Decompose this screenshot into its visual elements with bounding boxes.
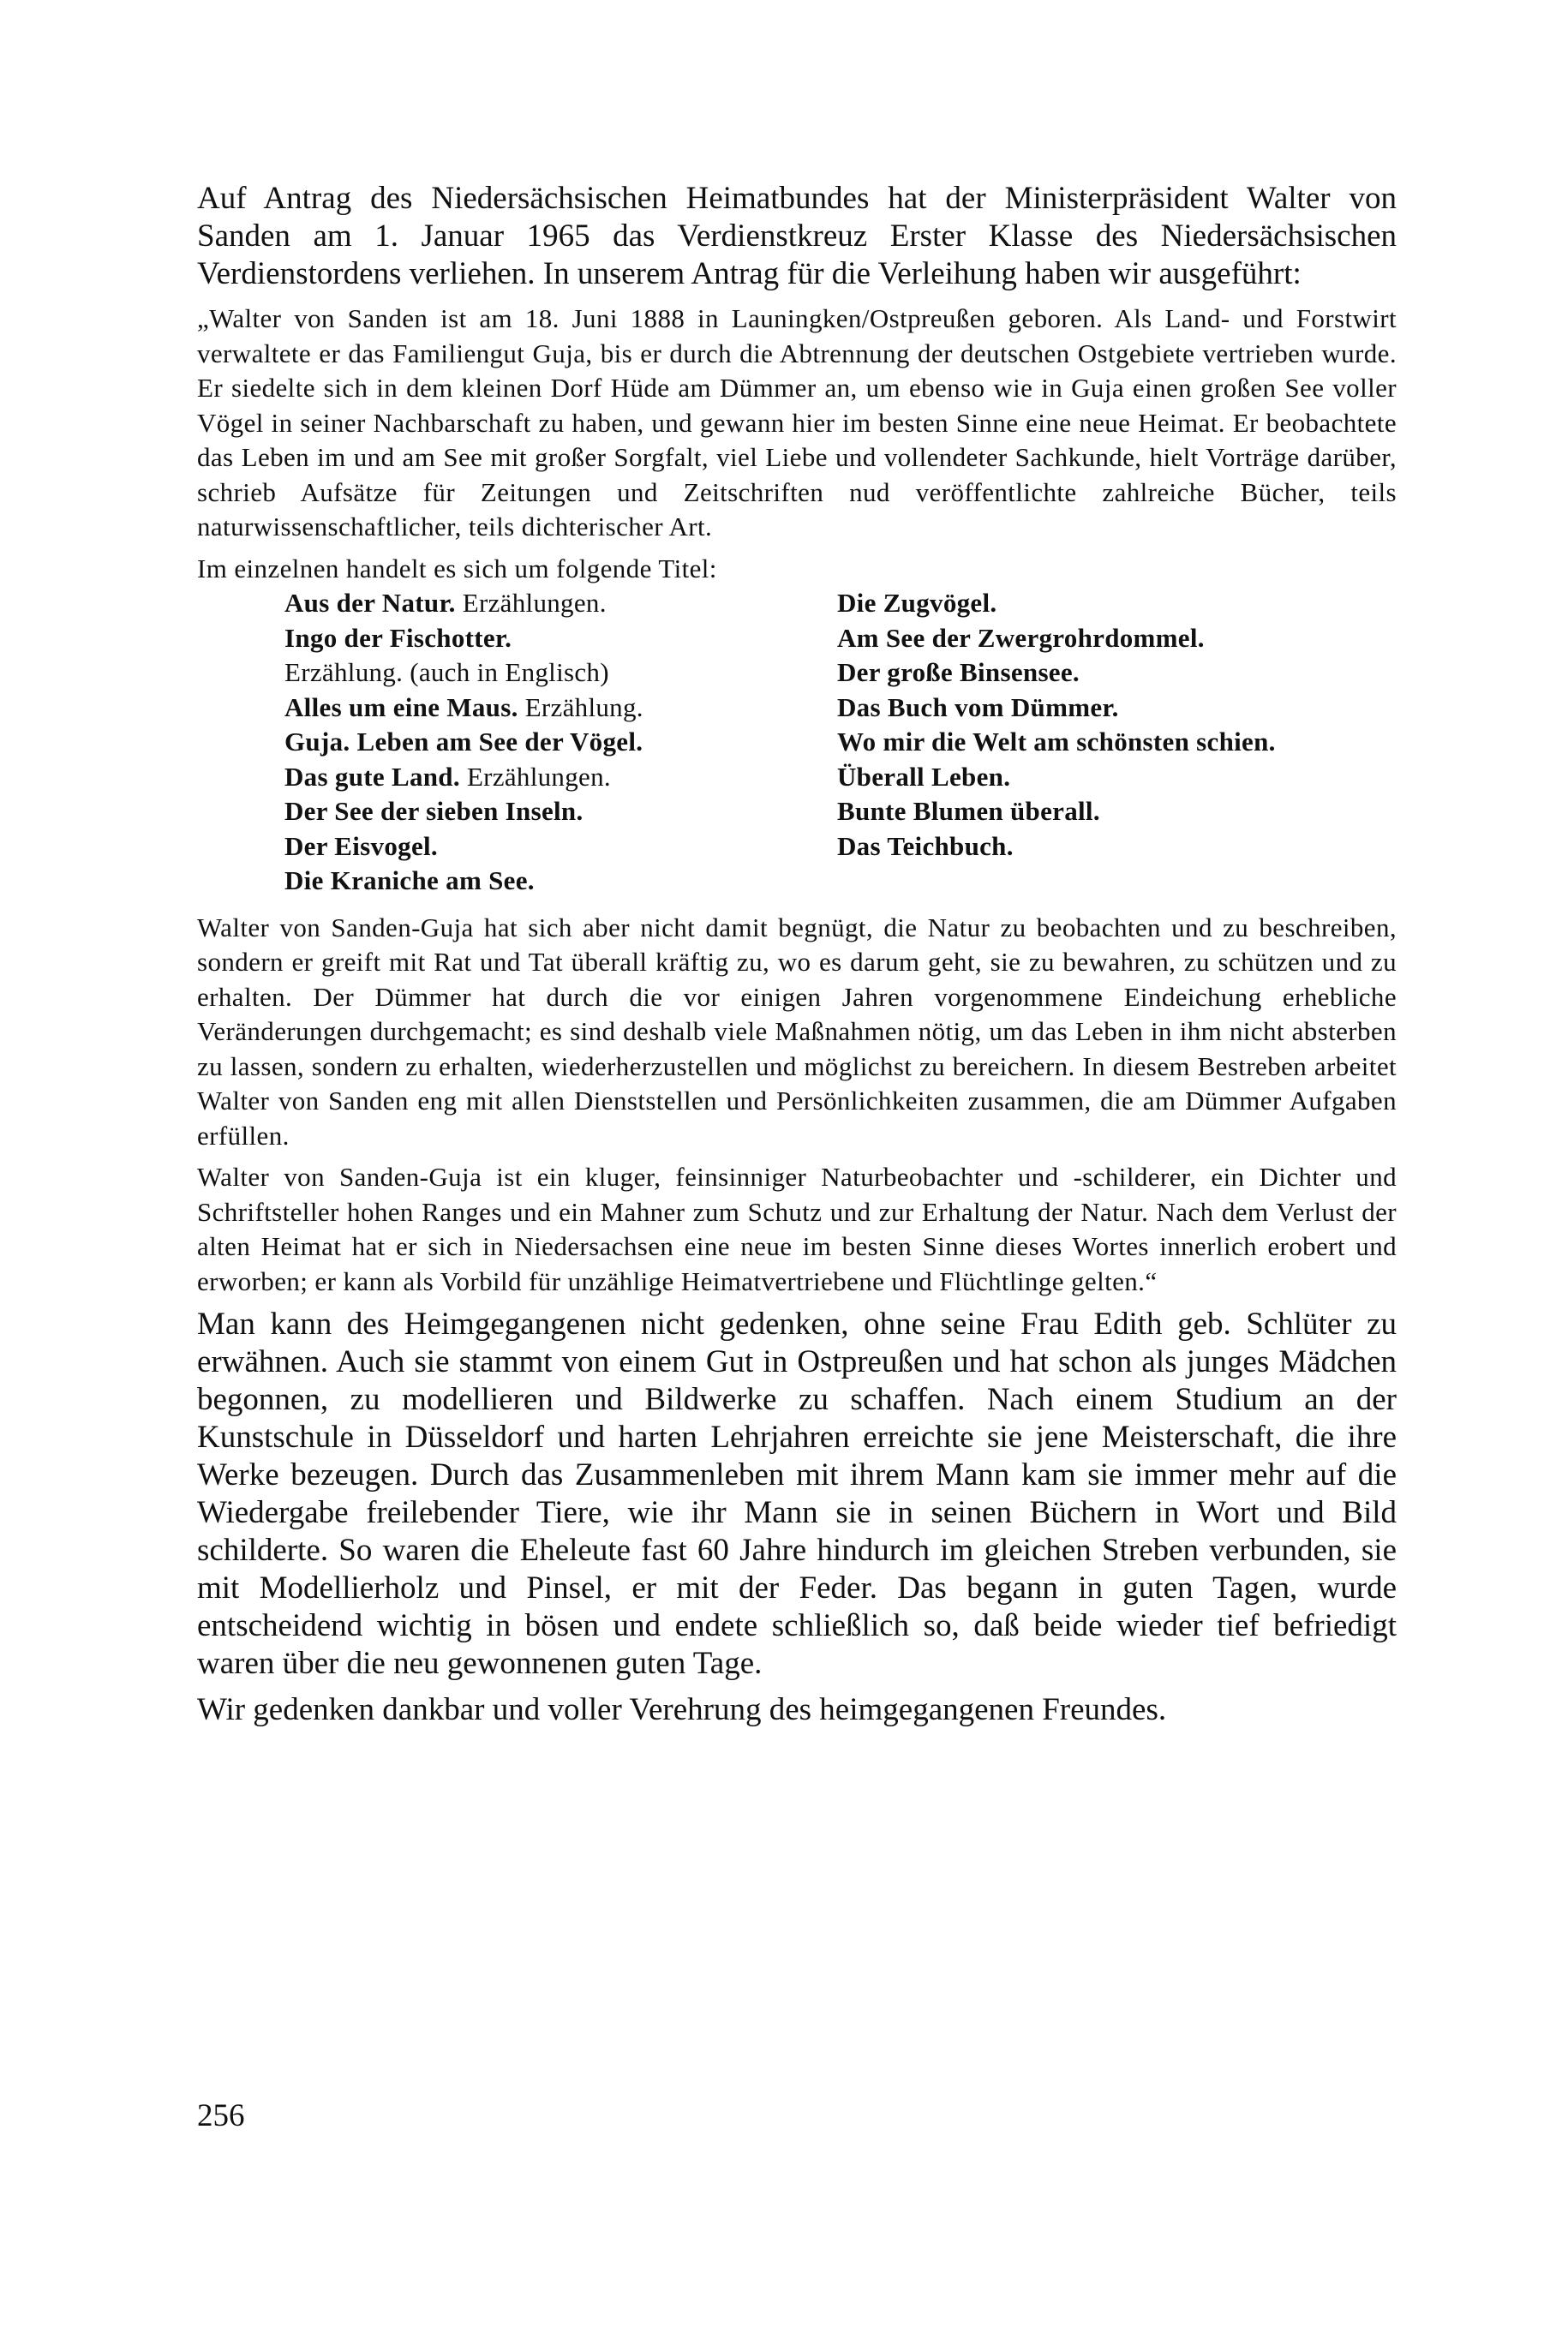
page-body — [197, 180, 1397, 1738]
book-title: Alles um eine Maus. — [284, 691, 518, 722]
book-title: Der Eisvogel. — [284, 830, 438, 861]
book-title: Das gute Land. — [284, 761, 460, 792]
quote-paragraph-biography: „Walter von Sanden ist am 18. Juni 1888 in Launingken/Ostpreußen geboren. Als Land- und Forstwirt verwaltete er das Familiengut Guja, bis er durch die Abtrennung der deutschen Ostgebiete vertrieben wurde. Er siedelte sich in dem kleinen Dorf Hüde am Dümmer an, um ebenso wie in Guja einen großen See voller Vögel in seiner Nachbarschaft zu haben, und gewann hier im besten Sinne eine neue Heimat. Er beobachtete das Leben im und am See mit großer Sorgfalt, viel Liebe und vollendeter Sachkunde, hielt Vorträge darüber, schrieb Aufsätze für Zeitungen und Zeitschriften nud veröffentlichte zahlreiche Bücher, teils naturwissenschaftlicher, teils dichterischer Art. — [197, 303, 1397, 541]
book-title: Am See der Zwergrohrdommel. — [837, 622, 1205, 653]
book-title-item — [837, 794, 1397, 829]
book-title-item — [837, 760, 1397, 795]
book-title: Die Kraniche am See. — [284, 865, 535, 895]
book-title-item — [837, 829, 1397, 864]
book-title-item — [284, 760, 837, 795]
book-genre: Erzählung. (auch in Englisch) — [284, 657, 609, 687]
book-title: Überall Leben. — [837, 761, 1011, 792]
book-title: Aus der Natur. — [284, 588, 456, 618]
book-title: Der See der sieben Inseln. — [284, 796, 584, 826]
book-title: Guja. Leben am See der Vögel. — [284, 727, 643, 757]
book-title: Wo mir die Welt am schönsten schien. — [837, 727, 1276, 757]
book-title-item — [837, 655, 1397, 691]
book-title-item — [284, 621, 837, 656]
titles-intro: Im einzelnen handelt es sich um folgende Titel: — [197, 553, 717, 583]
quote-paragraph-tribute: Walter von Sanden-Guja ist ein kluger, feinsinniger Naturbeobachter und -schilderer, ein Dichter und Schriftsteller hohen Ranges und ein Mahner zum Schutz und zur Erhaltung der Natur. Nach dem Verlust der alten Heimat hat er sich in Niedersachsen eine neue im besten Sinne dieses Wortes innerlich erobert und erworben; er kann als Vorbild für unzählige Heimatvertriebene und Flüchtlinge gelten.“ — [197, 1162, 1397, 1296]
book-titles-left-column — [197, 586, 837, 899]
book-title-item — [284, 725, 837, 760]
paragraph-closing: Wir gedenken dankbar und voller Verehrung des heimgegangenen Freundes. — [197, 1692, 1167, 1727]
book-genre: Erzählung. — [518, 691, 643, 722]
quote-paragraph-conservation: Walter von Sanden-Guja hat sich aber nicht damit begnügt, die Natur zu beobachten und zu beschreiben, sondern er greift mit Rat und Tat überall kräftig zu, wo es darum geht, sie zu bewahren, zu schützen und zu erhalten. Der Dümmer hat durch die vor einigen Jahren vorgenommene Eindeichung erhebliche Veränderungen durchgemacht; es sind deshalb viele Maßnahmen nötig, um das Leben in ihm nicht absterben zu lassen, sondern zu erhalten, wiederherzustellen und möglichst zu bereichern. In diesem Bestreben arbeitet Walter von Sanden eng mit allen Dienststellen und Persönlichkeiten zusammen, die am Dümmer Aufgaben erfüllen. — [197, 912, 1397, 1151]
book-title: Die Zugvögel. — [837, 588, 997, 618]
book-title: Ingo der Fischotter. — [284, 622, 512, 653]
book-title: Der große Binsensee. — [837, 657, 1080, 687]
book-genre: Erzählungen. — [455, 588, 607, 618]
book-titles-list — [197, 586, 1397, 899]
book-title: Bunte Blumen überall. — [837, 796, 1100, 826]
paragraph-edith: Man kann des Heimgegangenen nicht gedenken, ohne seine Frau Edith geb. Schlüter zu erwähnen. Auch sie stammt von einem Gut in Ostpreußen und hat schon als junges Mädchen begonnen, zu modellieren und Bildwerke zu schaffen. Nach einem Studium an der Kunstschule in Düsseldorf und harten Lehrjahren erreichte sie jene Meisterschaft, die ihre Werke bezeugen. Durch das Zusammenleben mit ihrem Mann kam sie immer mehr auf die Wiedergabe freilebender Tiere, wie ihr Mann sie in seinen Büchern in Wort und Bild schilderte. So waren die Eheleute fast 60 Jahre hindurch im gleichen Streben verbunden, sie mit Modellierholz und Pinsel, er mit der Feder. Das begann in guten Tagen, wurde entscheidend wichtig in bösen und endete schließlich so, daß beide wieder tief befriedigt waren über die neu gewonnenen guten Tage. — [197, 1307, 1397, 1681]
book-title-item — [284, 829, 837, 864]
book-title-item — [837, 586, 1397, 621]
book-title-item — [837, 725, 1397, 760]
book-title-item — [284, 655, 837, 691]
book-title: Das Teichbuch. — [837, 830, 1014, 861]
book-title-item — [284, 864, 837, 899]
book-title-item — [284, 794, 837, 829]
book-title: Das Buch vom Dümmer. — [837, 691, 1119, 722]
page-number: 256 — [197, 2098, 245, 2133]
intro-paragraph: Auf Antrag des Niedersächsischen Heimatbundes hat der Ministerpräsident Walter von Sanden am 1. Januar 1965 das Verdienstkreuz Erster Klasse des Niedersächsischen Verdienstordens verliehen. In unserem Antrag für die Verleihung haben wir ausgeführt: — [197, 181, 1397, 291]
book-title-item — [284, 586, 837, 621]
book-genre: Erzählungen. — [459, 761, 611, 792]
book-titles-right-column — [837, 586, 1397, 899]
book-title-item — [284, 691, 837, 726]
book-title-item — [837, 621, 1397, 656]
book-title-item — [837, 691, 1397, 726]
